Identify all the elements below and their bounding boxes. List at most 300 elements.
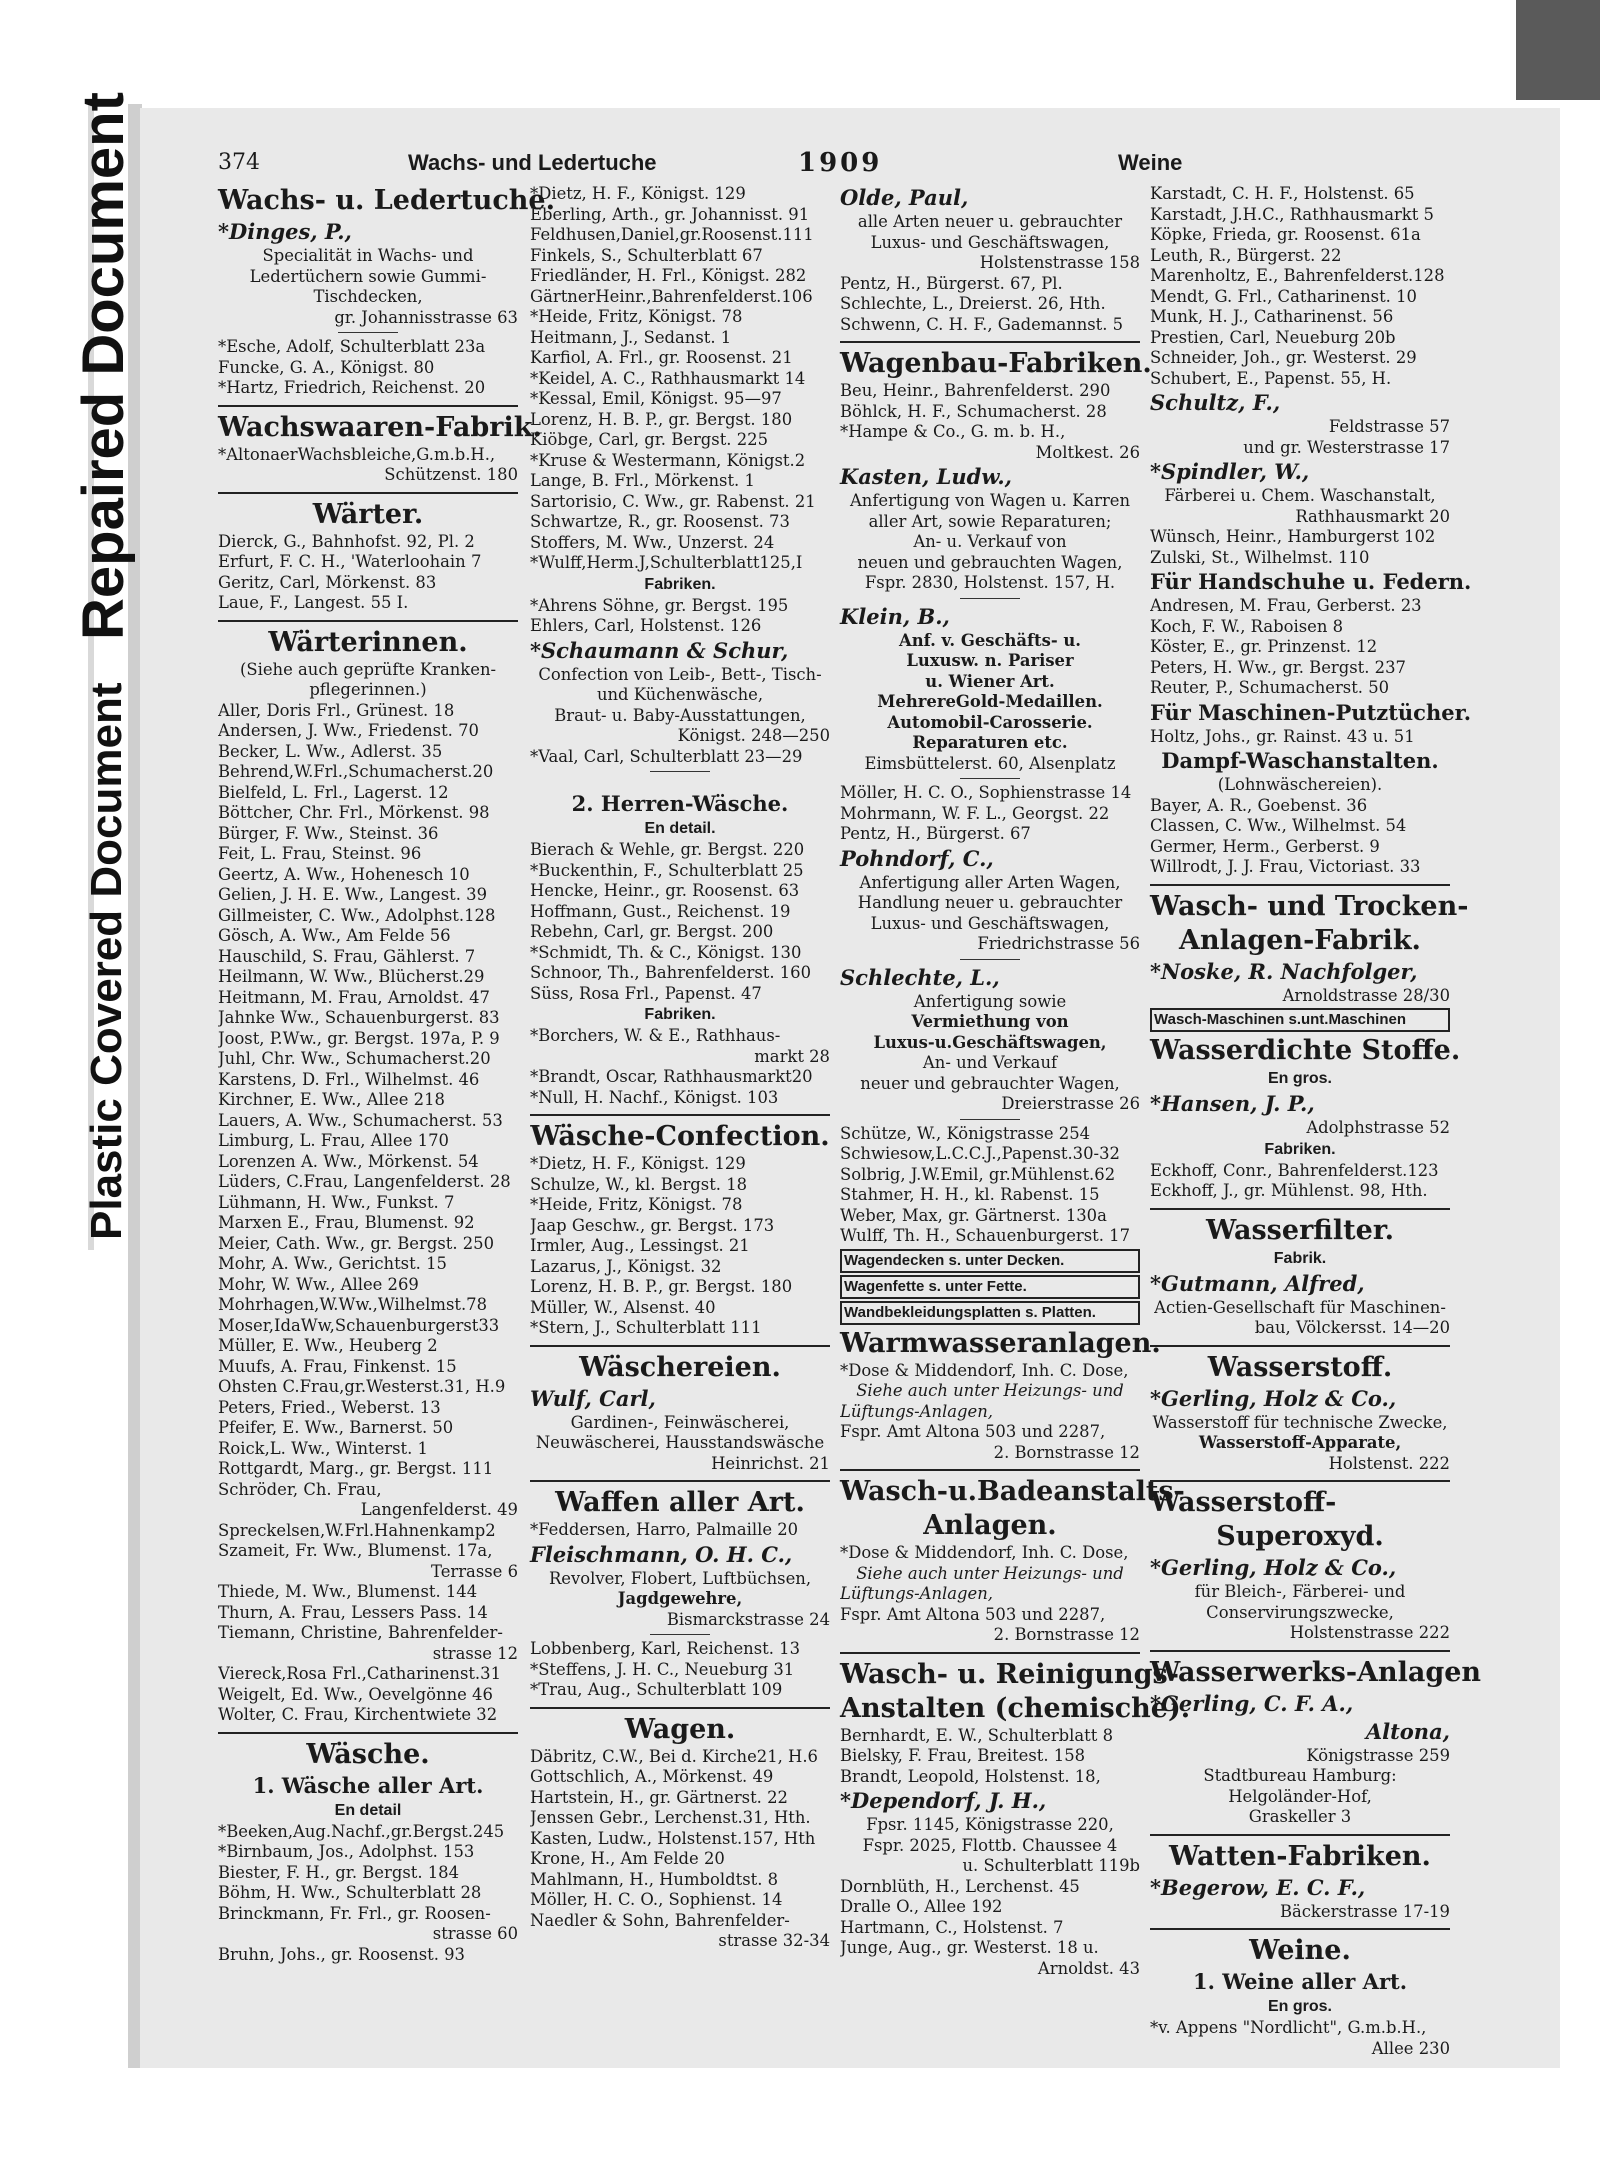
entry-line: Jaap Geschw., gr. Bergst. 173	[530, 1215, 775, 1235]
entry-line: Andresen, M. Frau, Gerberst. 23	[1150, 596, 1422, 615]
entry-line: Marxen E., Frau, Blumenst. 92	[218, 1213, 475, 1232]
section-heading: Wagenbau-Fabriken.	[840, 348, 1152, 379]
entry-line: Süss, Rosa Frl., Papenst. 47	[530, 983, 762, 1003]
entry-line: Finkels, S., Schulterblatt 67	[530, 245, 763, 265]
note-line: Siehe auch unter Heizungs- und	[856, 1381, 1124, 1400]
bold-ad-line: Vermiethung von	[911, 1012, 1069, 1031]
description-line: Handlung neuer u. gebrauchter	[857, 893, 1123, 912]
description-line: Graskeller 3	[1248, 1807, 1352, 1826]
address-line: bau, Völckersst. 14—20	[1254, 1318, 1450, 1337]
bold-ad-line: Luxus-u.Geschäftswagen,	[873, 1032, 1107, 1052]
entry-line: *Ahrens Söhne, gr. Bergst. 195	[530, 595, 789, 615]
short-divider	[960, 959, 1020, 960]
firm-name: Altona,	[1365, 1718, 1450, 1744]
address-line: und gr. Westerstrasse 17	[1243, 437, 1450, 457]
address-line: Arnoldst. 43	[1037, 1958, 1140, 1978]
description-line: pflegerinnen.)	[309, 680, 427, 699]
address-line: Adolphstrasse 52	[1306, 1118, 1450, 1137]
entry-line: Heitmann, J., Sedanst. 1	[530, 327, 732, 347]
entry-line: Wolter, C. Frau, Kirchentwiete 32	[218, 1705, 498, 1724]
description-line: und Küchenwäsche,	[596, 685, 764, 704]
entry-line: Thurn, A. Frau, Lessers Pass. 14	[218, 1602, 488, 1622]
entry-line: Reuter, P., Schumacherst. 50	[1150, 678, 1390, 697]
section-heading: Wasserfilter.	[1206, 1214, 1394, 1246]
description-line: Färberei u. Chem. Waschanstalt,	[1164, 486, 1436, 505]
address-line: Heinrichst. 21	[711, 1453, 830, 1473]
entry-line: Hartmann, C., Holstenst. 7	[840, 1917, 1064, 1937]
entry-line: *Heide, Fritz, Königst. 78	[530, 307, 743, 326]
description-line: Confection von Leib-, Bett-, Tisch-	[538, 664, 822, 684]
address-line: Rathhausmarkt 20	[1295, 506, 1450, 526]
entry-line: *Vaal, Carl, Schulterblatt 23—29	[530, 746, 803, 766]
entry-line: Solbrig, J.W.Emil, gr.Mühlenst.62	[840, 1164, 1116, 1184]
entry-line: Schwenn, C. H. F., Gademannst. 5	[840, 314, 1124, 334]
entry-line: Hauschild, S. Frau, Gählerst. 7	[218, 946, 476, 966]
subsection-heading: Für Maschinen-Putztücher.	[1150, 699, 1472, 725]
address-line: Holstenstrasse 158	[979, 253, 1140, 272]
description-line: Fspr. 2025, Flottb. Chaussee 4	[862, 1835, 1118, 1855]
entry-line: Wulff, Th. H., Schauenburgerst. 17	[840, 1226, 1131, 1245]
section-heading: Watten-Fabriken.	[1169, 1840, 1431, 1872]
entry-line: Bierach & Wehle, gr. Bergst. 220	[530, 840, 805, 859]
description-line: Revolver, Flobert, Luftbüchsen,	[548, 1568, 812, 1588]
entry-line: *Keidel, A. C., Rathhausmarkt 14	[530, 368, 806, 388]
entry-line: Heilmann, W. Ww., Blücherst.29	[218, 967, 485, 986]
entry-line: *Dietz, H. F., Königst. 129	[530, 1154, 746, 1173]
entry-line: Mohr, W. Ww., Allee 269	[218, 1274, 419, 1294]
section-heading: Waffen aller Art.	[555, 1487, 805, 1518]
description-line: An- und Verkauf	[922, 1053, 1058, 1072]
description-line: Tischdecken,	[313, 287, 423, 306]
entry-line: Krone, H., Am Felde 20	[530, 1849, 725, 1868]
address-line: strasse 60	[432, 1924, 518, 1943]
entry-line: Zulski, St., Wilhelmst. 110	[1150, 547, 1370, 567]
description-line: (Siehe auch geprüfte Kranken-	[239, 659, 497, 679]
entry-line: Böttcher, Chr. Frl., Mörkenst. 98	[218, 803, 490, 822]
description-line: Actien-Gesellschaft für Maschinen-	[1154, 1297, 1446, 1317]
cross-reference-box: Wandbekleidungsplatten s. Platten.	[840, 1301, 1140, 1325]
entry-line: Rottgardt, Marg., gr. Bergst. 111	[218, 1459, 494, 1478]
entry-line: Weber, Max, gr. Gärtnerst. 130a	[840, 1205, 1107, 1225]
side-labels	[0, 92, 136, 1300]
address-line: Holstenst. 222	[1328, 1453, 1450, 1473]
entry-line: Eckhoff, Conr., Bahrenfelderst.123	[1150, 1160, 1439, 1180]
description-line: Luxus- und Geschäftswagen,	[870, 913, 1110, 933]
bold-ad-line: Jagdgewehre,	[617, 1589, 743, 1608]
entry-line: Däbritz, C.W., Bei d. Kirche21, H.6	[530, 1746, 818, 1766]
entry-line: Karstadt, J.H.C., Rathhausmarkt 5	[1150, 204, 1434, 224]
entry-line: Bürger, F. Ww., Steinst. 36	[218, 823, 439, 843]
description-line: Fpsr. 1145, Königstrasse 220,	[866, 1815, 1114, 1834]
entry-line: Sartorisio, C. Ww., gr. Rabenst. 21	[530, 491, 816, 511]
address-line: Königst. 248—250	[677, 726, 830, 745]
running-header	[218, 148, 1183, 180]
entry-line: Schwartze, R., gr. Roosenst. 73	[530, 512, 790, 531]
address-line: Feldstrasse 57	[1328, 417, 1450, 436]
short-divider	[650, 1634, 710, 1635]
firm-name: *Gerling, C. F. A.,	[1150, 1690, 1354, 1716]
entry-line: Spreckelsen,W.Frl.Hahnenkamp2	[218, 1520, 496, 1540]
note-line: Siehe auch unter Heizungs- und	[856, 1563, 1124, 1583]
bold-ad-line: Reparaturen etc.	[912, 733, 1068, 752]
category-label: Fabriken.	[1264, 1140, 1336, 1158]
section-heading: Wärterinnen.	[268, 626, 468, 658]
entry-line: Koch, F. W., Raboisen 8	[1150, 616, 1344, 636]
column-3	[840, 184, 1191, 1979]
section-heading: Wasserstoff-	[1150, 1487, 1337, 1518]
entry-line: *Brandt, Oscar, Rathhausmarkt20	[530, 1067, 813, 1086]
entry-line: Becker, L. Ww., Adlerst. 35	[218, 741, 443, 761]
entry-line: GärtnerHeinr.,Bahrenfelderst.106	[530, 286, 813, 306]
category-label: En detail	[334, 1801, 402, 1819]
entry-line: Lüders, C.Frau, Langenfelderst. 28	[218, 1172, 511, 1191]
section-heading: Wachswaaren-Fabrik.	[218, 411, 542, 443]
entry-line: Dierck, G., Bahnhofst. 92, Pl. 2	[218, 531, 475, 551]
section-rule	[1150, 1834, 1450, 1836]
description-line: neuen und gebrauchten Wagen,	[857, 552, 1123, 572]
entry-line: Schneider, Joh., gr. Westerst. 29	[1150, 348, 1417, 367]
entry-line: *Hartz, Friedrich, Reichenst. 20	[218, 378, 486, 397]
entry-line: Hartstein, H., gr. Gärtnerst. 22	[530, 1787, 788, 1807]
entry-line: Muufs, A. Frau, Finkenst. 15	[218, 1356, 457, 1376]
entry-line: Lorenzen A. Ww., Mörkenst. 54	[218, 1151, 479, 1171]
entry-line: *Feddersen, Harro, Palmaille 20	[530, 1520, 799, 1539]
description-line: aller Art, sowie Reparaturen;	[868, 511, 1112, 531]
category-label: En gros.	[1267, 1998, 1332, 2015]
entry-line: Stoffers, M. Ww., Unzerst. 24	[530, 532, 775, 552]
description-line: Anfertigung sowie	[913, 991, 1067, 1011]
entry-line: Prestien, Carl, Neueburg 20b	[1150, 327, 1396, 347]
firm-name: *Hansen, J. P.,	[1150, 1091, 1315, 1116]
address-line: gr. Johannisstrasse 63	[334, 307, 518, 327]
address-line: Friedrichstrasse 56	[977, 934, 1140, 953]
entry-line: Hencke, Heinr., gr. Roosenst. 63	[530, 881, 800, 900]
address-line: Langenfelderst. 49	[360, 1500, 518, 1519]
entry-line: Mohrhagen,W.Ww.,Wilhelmst.78	[218, 1295, 488, 1314]
category-label: Fabriken.	[644, 1006, 716, 1023]
entry-line: Mendt, G. Frl., Catharinenst. 10	[1150, 286, 1417, 306]
address-line: Königstrasse 259	[1306, 1745, 1450, 1765]
entry-line: Irmler, Aug., Lessingst. 21	[530, 1236, 750, 1255]
address-line: Bismarckstrasse 24	[666, 1609, 830, 1629]
plastic-covered-document-label: Plastic Covered Document	[82, 682, 131, 1240]
entry-line: Lazarus, J., Königst. 32	[530, 1256, 722, 1276]
firm-name: Schlechte, L.,	[840, 964, 1000, 990]
description-line: Conservirungszwecke,	[1206, 1602, 1394, 1622]
entry-line: Laue, F., Langest. 55 I.	[218, 593, 409, 612]
entry-line: Jahnke Ww., Schauenburgerst. 83	[218, 1008, 500, 1027]
entry-line: Thiede, M. Ww., Blumenst. 144	[218, 1582, 478, 1601]
entry-line: Wünsch, Heinr., Hamburgerst 102	[1150, 527, 1436, 546]
entry-line: Feldhusen,Daniel,gr.Roosenst.111	[530, 225, 814, 244]
entry-line: *Beeken,Aug.Nachf.,gr.Bergst.245	[218, 1821, 505, 1841]
description-line: für Bleich-, Färberei- und	[1194, 1582, 1406, 1601]
short-divider	[960, 598, 1020, 599]
entry-line: Erfurt, F. C. H., 'Waterloohain 7	[218, 552, 482, 571]
section-rule	[530, 1707, 830, 1709]
address-line: Terrasse 6	[431, 1561, 518, 1581]
column-2	[530, 184, 830, 1952]
firm-name: Olde, Paul,	[840, 185, 969, 210]
category-label: En detail.	[644, 820, 716, 837]
section-rule	[530, 1114, 830, 1116]
address-line: Bäckerstrasse 17-19	[1279, 1901, 1450, 1921]
firm-name: *Gerling, Holz & Co.,	[1150, 1385, 1397, 1411]
entry-line: Lange, B. Frl., Mörkenst. 1	[530, 471, 755, 490]
entry-line: *Esche, Adolf, Schulterblatt 23a	[218, 337, 486, 356]
section-heading: Wärter.	[312, 498, 424, 530]
firm-name: Pohndorf, C.,	[840, 845, 994, 871]
right-running-heading: Weine	[1118, 150, 1183, 175]
address-line: strasse 32-34	[718, 1931, 830, 1950]
firm-name: *Noske, R. Nachfolger,	[1150, 958, 1418, 984]
entry-line: Marenholtz, E., Bahrenfelderst.128	[1150, 266, 1445, 285]
section-rule	[530, 1480, 830, 1482]
entry-line: Feit, L. Frau, Steinst. 96	[218, 844, 422, 863]
entry-line: Lobbenberg, Karl, Reichenst. 13	[530, 1639, 800, 1658]
entry-line: Peters, H. Ww., gr. Bergst. 237	[1150, 657, 1406, 677]
description-line: Ledertüchern sowie Gummi-	[249, 266, 487, 286]
bold-ad-line: Automobil-Carosserie.	[887, 712, 1093, 732]
subsection-heading: 1. Wäsche aller Art.	[252, 1772, 484, 1798]
subsection-heading: Dampf-Waschanstalten.	[1161, 748, 1439, 773]
entry-line: Lorenz, H. B. P., gr. Bergst. 180	[530, 1277, 793, 1296]
entry-line: Beu, Heinr., Bahrenfelderst. 290	[840, 381, 1111, 400]
entry-line: Bielfeld, L. Frl., Lagerst. 12	[218, 782, 449, 802]
section-heading: Wasserwerks-Anlagen	[1150, 1656, 1482, 1688]
bold-ad-line: Wasserstoff-Apparate,	[1198, 1433, 1402, 1452]
section-rule	[1150, 1650, 1450, 1652]
address-line: Allee 230	[1371, 2038, 1450, 2058]
description-line: Stadtbureau Hamburg:	[1203, 1766, 1397, 1785]
entry-line: Hoffmann, Gust., Reichenst. 19	[530, 901, 791, 921]
description-line: Eimsbüttelerst. 60, Alsenplatz	[864, 753, 1116, 773]
firm-name: Wulf, Carl,	[530, 1385, 656, 1411]
firm-name: Schultz, F.,	[1150, 390, 1281, 415]
entry-line: Behrend,W.Frl.,Schumacherst.20	[218, 762, 494, 781]
entry-line: Ehlers, Carl, Holstenst. 126	[530, 616, 762, 635]
entry-line: Müller, E. Ww., Heuberg 2	[218, 1336, 438, 1355]
section-rule	[1150, 1928, 1450, 1930]
entry-line: Bernhardt, E. W., Schulterblatt 8	[840, 1725, 1113, 1745]
entry-line: *v. Appens "Nordlicht", G.m.b.H.,	[1150, 2018, 1427, 2037]
short-divider	[960, 778, 1020, 779]
entry-line: Schulze, W., kl. Bergst. 18	[530, 1174, 748, 1194]
entry-line: *Dietz, H. F., Königst. 129	[530, 184, 746, 203]
section-rule	[840, 1652, 1140, 1654]
entry-line: Gillmeister, C. Ww., Adolphst.128	[218, 905, 496, 925]
entry-line: Geritz, Carl, Mörkenst. 83	[218, 572, 437, 592]
description-line: Anfertigung von Wagen u. Karren	[849, 491, 1131, 510]
entry-line: Schlechte, L., Dreierst. 26, Hth.	[840, 294, 1106, 313]
description-line: neuer und gebrauchter Wagen,	[860, 1073, 1120, 1093]
entry-line: Fspr. Amt Altona 503 und 2287,	[840, 1422, 1106, 1441]
entry-line: Dornblüth, H., Lerchenst. 45	[840, 1876, 1080, 1896]
entry-line: Schnoor, Th., Bahrenfelderst. 160	[530, 963, 812, 982]
section-heading: Anstalten (chemische).	[840, 1692, 1191, 1724]
description-line: An- u. Verkauf von	[913, 532, 1067, 551]
section-heading: Wasserstoff.	[1207, 1351, 1393, 1383]
entry-line: Gösch, A. Ww., Am Felde 56	[218, 926, 451, 945]
section-rule	[218, 492, 518, 494]
entry-line: Willrodt, J. J. Frau, Victoriast. 33	[1150, 857, 1421, 876]
short-divider	[650, 771, 710, 772]
description-line: Wasserstoff für technische Zwecke,	[1152, 1412, 1448, 1432]
entry-line: *Kessal, Emil, Königst. 95—97	[530, 389, 782, 408]
description-line: Neuwäscherei, Hausstandswäsche	[535, 1433, 825, 1452]
entry-line: Müller, W., Alsenst. 40	[530, 1297, 716, 1317]
entry-line: Classen, C. Ww., Wilhelmst. 54	[1150, 816, 1407, 835]
column-4	[1150, 184, 1482, 2059]
entry-line: Moser,IdaWw,Schauenburgerst33	[218, 1315, 500, 1335]
entry-line: *Dose & Middendorf, Inh. C. Dose,	[840, 1360, 1129, 1380]
entry-line: Mahlmann, H., Humboldtst. 8	[530, 1869, 779, 1889]
entry-line: *Stern, J., Schulterblatt 111	[530, 1318, 762, 1337]
entry-line: *Dose & Middendorf, Inh. C. Dose,	[840, 1543, 1129, 1562]
entry-line: *Steffens, J. H. C., Neueburg 31	[530, 1659, 795, 1679]
short-divider	[960, 1119, 1020, 1120]
section-rule	[1150, 1345, 1450, 1347]
section-heading: Anlagen.	[923, 1510, 1057, 1541]
entry-line: *AltonaerWachsbleiche,G.m.b.H.,	[218, 444, 496, 464]
subsection-heading: 1. Weine aller Art.	[1192, 1969, 1408, 1994]
entry-line: Leuth, R., Bürgerst. 22	[1150, 245, 1342, 265]
bold-ad-line: Anf. v. Geschäfts- u.	[899, 630, 1081, 650]
dark-tab-strip	[1516, 0, 1600, 100]
section-heading: Weine.	[1249, 1935, 1351, 1966]
entry-line: Naedler & Sohn, Bahrenfelder-	[530, 1910, 790, 1930]
entry-line: Friedländer, H. Frl., Königst. 282	[530, 266, 807, 285]
entry-line: Aller, Doris Frl., Grünest. 18	[218, 700, 455, 720]
entry-line: Rebehn, Carl, gr. Bergst. 200	[530, 922, 774, 941]
year-heading: 1909	[798, 148, 883, 178]
description-line: Helgoländer-Hof,	[1228, 1786, 1372, 1806]
entry-line: Möller, H. C. O., Sophienstrasse 14	[840, 783, 1132, 802]
bold-ad-line: u. Wiener Art.	[925, 671, 1055, 691]
entry-line: Lorenz, H. B. P., gr. Bergst. 180	[530, 409, 793, 429]
section-heading: Wäschereien.	[579, 1351, 781, 1383]
section-heading: Wäsche-Confection.	[530, 1121, 830, 1152]
entry-line: Lauers, A. Ww., Schumacherst. 53	[218, 1110, 503, 1130]
entry-line: Mohr, A. Ww., Gerichtst. 15	[218, 1254, 447, 1273]
section-rule	[840, 341, 1140, 343]
address-line: Dreierstrasse 26	[1001, 1094, 1140, 1113]
short-divider	[338, 332, 398, 333]
entry-line: Pfeifer, E. Ww., Barnerst. 50	[218, 1418, 454, 1437]
address-line: markt 28	[754, 1046, 830, 1066]
entry-line: Karstadt, C. H. F., Holstenst. 65	[1150, 184, 1415, 203]
entry-line: Köster, E., gr. Prinzenst. 12	[1150, 637, 1378, 656]
section-heading: Warmwasseranlagen.	[840, 1327, 1161, 1359]
entry-line: Jenssen Gebr., Lerchenst.31, Hth.	[530, 1808, 811, 1827]
firm-name: *Dinges, P.,	[218, 219, 352, 244]
address-line: 2. Bornstrasse 12	[993, 1625, 1140, 1644]
entry-line: Schubert, E., Papenst. 55, H.	[1150, 368, 1392, 388]
entry-line: Pentz, H., Bürgerst. 67, Pl.	[840, 273, 1063, 293]
subsection-heading: Für Handschuhe u. Federn.	[1150, 569, 1472, 594]
category-label: Fabrik.	[1273, 1249, 1327, 1267]
subsection-heading: 2. Herren-Wäsche.	[571, 791, 789, 816]
firm-name: Klein, B.,	[840, 603, 950, 629]
address-line: Schützenst. 180	[384, 465, 518, 484]
entry-line: Kasten, Ludw., Holstenst.157, Hth	[530, 1828, 816, 1848]
entry-line: *Null, H. Nachf., Königst. 103	[530, 1087, 779, 1107]
cross-reference-box: Wasch-Maschinen s.unt.Maschinen	[1150, 1008, 1450, 1032]
entry-line: Dralle O., Allee 192	[840, 1897, 1003, 1916]
description-line: Luxus- und Geschäftswagen,	[870, 232, 1110, 252]
left-running-heading: Wachs- und Ledertuche	[408, 150, 657, 175]
entry-line: Schröder, Ch. Frau,	[218, 1479, 382, 1499]
entry-line: Böhm, H. Ww., Schulterblatt 28	[218, 1883, 482, 1902]
bold-ad-line: Luxusw. n. Pariser	[906, 651, 1074, 670]
entry-line: Roick,L. Ww., Winterst. 1	[218, 1438, 428, 1458]
page-number: 374	[218, 150, 260, 175]
entry-line: *Hampe & Co., G. m. b. H.,	[840, 422, 1066, 441]
description-line: Braut- u. Baby-Ausstattungen,	[554, 705, 806, 725]
category-label: Fabriken.	[644, 575, 716, 593]
column-1	[218, 184, 555, 1965]
section-rule	[530, 1345, 830, 1347]
section-heading: Wäsche.	[306, 1738, 430, 1770]
firm-name: Kasten, Ludw.,	[840, 464, 1012, 489]
entry-line: *Kruse & Westermann, Königst.2	[530, 450, 806, 470]
entry-line: Szameit, Fr. Ww., Blumenst. 17a,	[218, 1541, 493, 1560]
section-heading: Wasch- und Trocken-	[1150, 890, 1469, 922]
entry-line: Weigelt, Ed. Ww., Oevelgönne 46	[218, 1684, 493, 1704]
entry-line: Limburg, L. Frau, Allee 170	[218, 1131, 449, 1150]
entry-line: Eberling, Arth., gr. Johannisst. 91	[530, 204, 810, 224]
address-line: Moltkest. 26	[1035, 442, 1140, 462]
entry-line: Lühmann, H. Ww., Funkst. 7	[218, 1192, 455, 1212]
section-heading: Wasch-u.Badeanstalts-	[840, 1476, 1185, 1507]
entry-line: Gottschlich, A., Mörkenst. 49	[530, 1767, 774, 1786]
entry-line: Kirchner, E. Ww., Allee 218	[218, 1090, 445, 1109]
entry-line: Brandt, Leopold, Holstenst. 18,	[840, 1766, 1101, 1786]
entry-line: Viereck,Rosa Frl.,Catharinenst.31	[218, 1664, 502, 1683]
entry-line: Germer, Herm., Gerberst. 9	[1150, 836, 1380, 856]
entry-line: Karstens, D. Frl., Wilhelmst. 46	[218, 1069, 480, 1089]
entry-line: Schütze, W., Königstrasse 254	[840, 1123, 1091, 1143]
entry-line: Möller, H. C. O., Sophienst. 14	[530, 1890, 783, 1909]
description-line: Anfertigung aller Arten Wagen,	[859, 872, 1121, 892]
description-line: Specialität in Wachs- und	[262, 246, 474, 265]
cross-reference-box: Wagendecken s. unter Decken.	[840, 1249, 1140, 1273]
entry-line: Köpke, Frieda, gr. Roosenst. 61a	[1150, 225, 1421, 244]
entry-line: Munk, H. J., Catharinenst. 56	[1150, 307, 1394, 326]
section-rule	[218, 405, 518, 407]
firm-name: *Begerow, E. C. F.,	[1150, 1874, 1366, 1900]
address-line: strasse 12	[432, 1643, 518, 1663]
entry-line: Ohsten C.Frau,gr.Westerst.31, H.9	[218, 1377, 506, 1396]
section-heading: Wagen.	[624, 1713, 736, 1745]
entry-line: *Schmidt, Th. & C., Königst. 130	[530, 942, 802, 962]
address-line: u. Schulterblatt 119b	[962, 1856, 1140, 1875]
entry-line: Joost, P.Ww., gr. Bergst. 197a, P. 9	[218, 1028, 500, 1048]
note-line: Lüftungs-Anlagen,	[840, 1401, 994, 1421]
section-heading: Wasserdichte Stoffe.	[1150, 1035, 1461, 1066]
entry-line: Heitmann, M. Frau, Arnoldst. 47	[218, 987, 490, 1007]
entry-line: Schwiesow,L.C.C.J.,Papenst.30-32	[840, 1144, 1120, 1163]
description-line: Fspr. 2830, Holstenst. 157, H.	[864, 573, 1116, 592]
firm-name: *Schaumann & Schur,	[530, 637, 789, 663]
entry-line: Karfiol, A. Frl., gr. Roosenst. 21	[530, 348, 793, 367]
firm-name: *Spindler, W.,	[1150, 459, 1310, 484]
description-line: (Lohnwäschereien).	[1217, 775, 1383, 794]
entry-line: Funcke, G. A., Königst. 80	[218, 357, 435, 377]
section-heading: Anlagen-Fabrik.	[1179, 924, 1421, 956]
firm-name: Fleischmann, O. H. C.,	[530, 1541, 793, 1567]
entry-line: Pentz, H., Bürgerst. 67	[840, 824, 1031, 843]
